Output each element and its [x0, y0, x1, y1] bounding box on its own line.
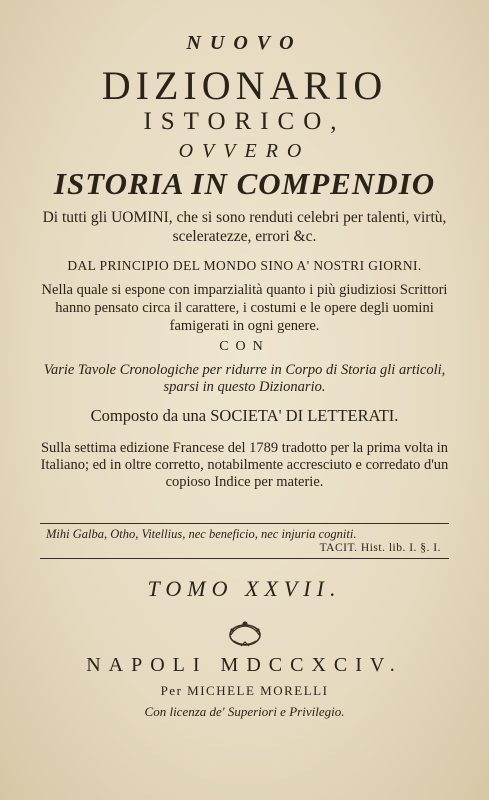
- title-dizionario: DIZIONARIO: [101, 63, 388, 108]
- epigraph-text: Mihi Galba, Otho, Vitellius, nec beneficio, nec injuria cogniti.: [46, 527, 357, 541]
- period-line: DAL PRINCIPIO DEL MONDO SINO A' NOSTRI GIORNI.: [67, 258, 422, 273]
- bottom-rule: [40, 558, 449, 559]
- subtitle: Di tutti gli UOMINI, che si sono renduti celebri per talenti, virtù, sceleratezze, errori &c.: [42, 209, 447, 245]
- wreath-ornament-icon: [223, 618, 267, 650]
- title-istoria: ISTORIA IN COMPENDIO: [53, 166, 436, 201]
- edition-note: Sulla settima edizione Francese del 1789 tradotto per la prima volta in Italiano; ed in oltre corretto, notabilmente accresciuto e corredato d'un copioso Indice per materie.: [40, 440, 449, 490]
- epigraph-citation: TACIT. Hist. lib. I. §. I.: [319, 542, 441, 554]
- title-ovvero: OVVERO: [178, 140, 311, 162]
- place-date: NAPOLI MDCCXCIV.: [86, 654, 403, 676]
- volume-number: TOMO XXVII.: [147, 576, 342, 601]
- con-heading: CON: [219, 339, 270, 354]
- printer: Per MICHELE MORELLI: [160, 683, 329, 698]
- top-rule: [40, 523, 449, 524]
- tables-note: Varie Tavole Cronologiche per ridurre in Corpo di Storia gli articoli, sparsi in questo Dizionario.: [43, 362, 446, 395]
- title-nuovo: NUOVO: [186, 32, 303, 54]
- description: Nella quale si espone con imparzialità quanto i più giudiziosi Scrittori hanno pensato circa il carattere, i costumi e le opere degli uomini famigerati in ogni genere.: [41, 282, 448, 334]
- composed-by: Composto da una SOCIETA' DI LETTERATI.: [90, 406, 399, 425]
- epigraph: [46, 527, 441, 555]
- title-istorico: ISTORICO,: [143, 108, 346, 135]
- license: Con licenza de' Superiori e Privilegio.: [144, 704, 345, 719]
